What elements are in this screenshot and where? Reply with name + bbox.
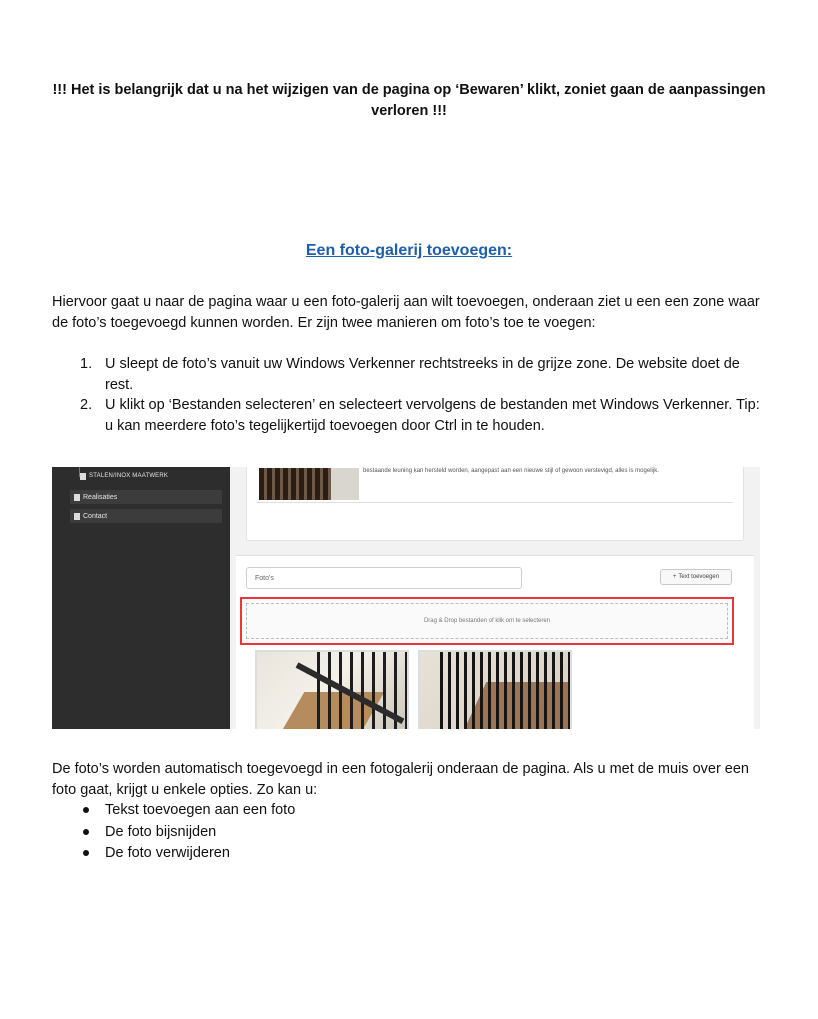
bullet-icon <box>83 850 89 856</box>
foto-title-field[interactable] <box>246 567 522 589</box>
add-text-label: Text toevoegen <box>678 574 720 580</box>
step-number: 2. <box>80 397 93 413</box>
step-text: U klikt op ‘Bestanden selecteren’ en selecteert vervolgens de bestanden met Windows Verkenner. Tip: u kan meerdere foto’s tegelijkertijd toevoegen door Ctrl in te houden. <box>105 397 760 434</box>
sidebar-item-label: STALEN/INOX MAATWERK <box>89 473 169 479</box>
list-item <box>52 800 752 822</box>
dropzone-label: Drag & Drop bestanden of klik om te selecteren <box>423 618 551 624</box>
option-text: De foto bijsnijden <box>105 823 217 840</box>
sidebar-item-label: Realisaties <box>83 493 118 501</box>
gallery-thumbnail[interactable] <box>418 650 572 729</box>
stair-rails <box>440 652 572 729</box>
page-icon <box>74 513 80 520</box>
sidebar-item-label: Contact <box>83 512 108 520</box>
list-item <box>52 354 762 395</box>
section-heading: Een foto-galerij toevoegen: <box>305 242 513 259</box>
bullet-icon <box>83 829 89 835</box>
stair-photo <box>259 468 359 500</box>
dropzone-area[interactable] <box>246 603 728 639</box>
list-item <box>52 395 762 436</box>
intro-paragraph: Hiervoor gaat u naar de pagina waar u een foto-galerij aan wilt toevoegen, onderaan ziet u een een zone waar de foto’s toegevoegd kunnen worden. Er zijn twee manieren om foto’s toe te voegen: <box>52 294 760 331</box>
embedded-screenshot <box>52 467 760 729</box>
warning-text: !!! Het is belangrijk dat u na het wijzigen van de pagina op ‘Bewaren’ klikt, zoniet gaan de aanpassingen verloren !!! <box>52 82 766 119</box>
sidebar-item-stalen[interactable] <box>76 469 222 483</box>
step-number: 1. <box>80 356 93 372</box>
plus-icon: + <box>672 574 677 580</box>
list-item <box>52 843 752 865</box>
cms-content <box>230 467 760 729</box>
add-text-button[interactable] <box>660 569 732 585</box>
option-text: De foto verwijderen <box>105 845 230 861</box>
page-icon <box>74 494 80 501</box>
option-text: Tekst toevoegen aan een foto <box>105 802 296 818</box>
page-icon <box>80 473 86 480</box>
list-item <box>52 822 752 844</box>
photo-panel <box>236 555 754 729</box>
card-text: bestaande leuning kan hersteld worden, aangepast aan een nieuwe stijl of gewoon verstevigd, alles is mogelijk. <box>363 468 659 474</box>
sidebar-item-contact[interactable] <box>70 509 222 523</box>
sidebar-item-realisaties[interactable] <box>70 490 222 504</box>
foto-title-text: Foto's <box>255 574 274 582</box>
outro-paragraph: De foto’s worden automatisch toegevoegd in een fotogalerij onderaan de pagina. Als u met de muis over een foto gaat, krijgt u enkele opties. Zo kan u: <box>52 761 749 798</box>
steps-list <box>52 354 762 436</box>
cms-sidebar <box>52 467 230 729</box>
upload-dropzone[interactable] <box>240 597 734 645</box>
bullet-icon <box>83 807 89 813</box>
divider <box>257 502 733 503</box>
gallery-thumbnail[interactable] <box>255 650 409 729</box>
content-card <box>246 467 744 541</box>
options-list <box>52 800 752 865</box>
step-text: U sleept de foto’s vanuit uw Windows Verkenner rechtstreeks in de grijze zone. De website doet de rest. <box>105 356 740 393</box>
